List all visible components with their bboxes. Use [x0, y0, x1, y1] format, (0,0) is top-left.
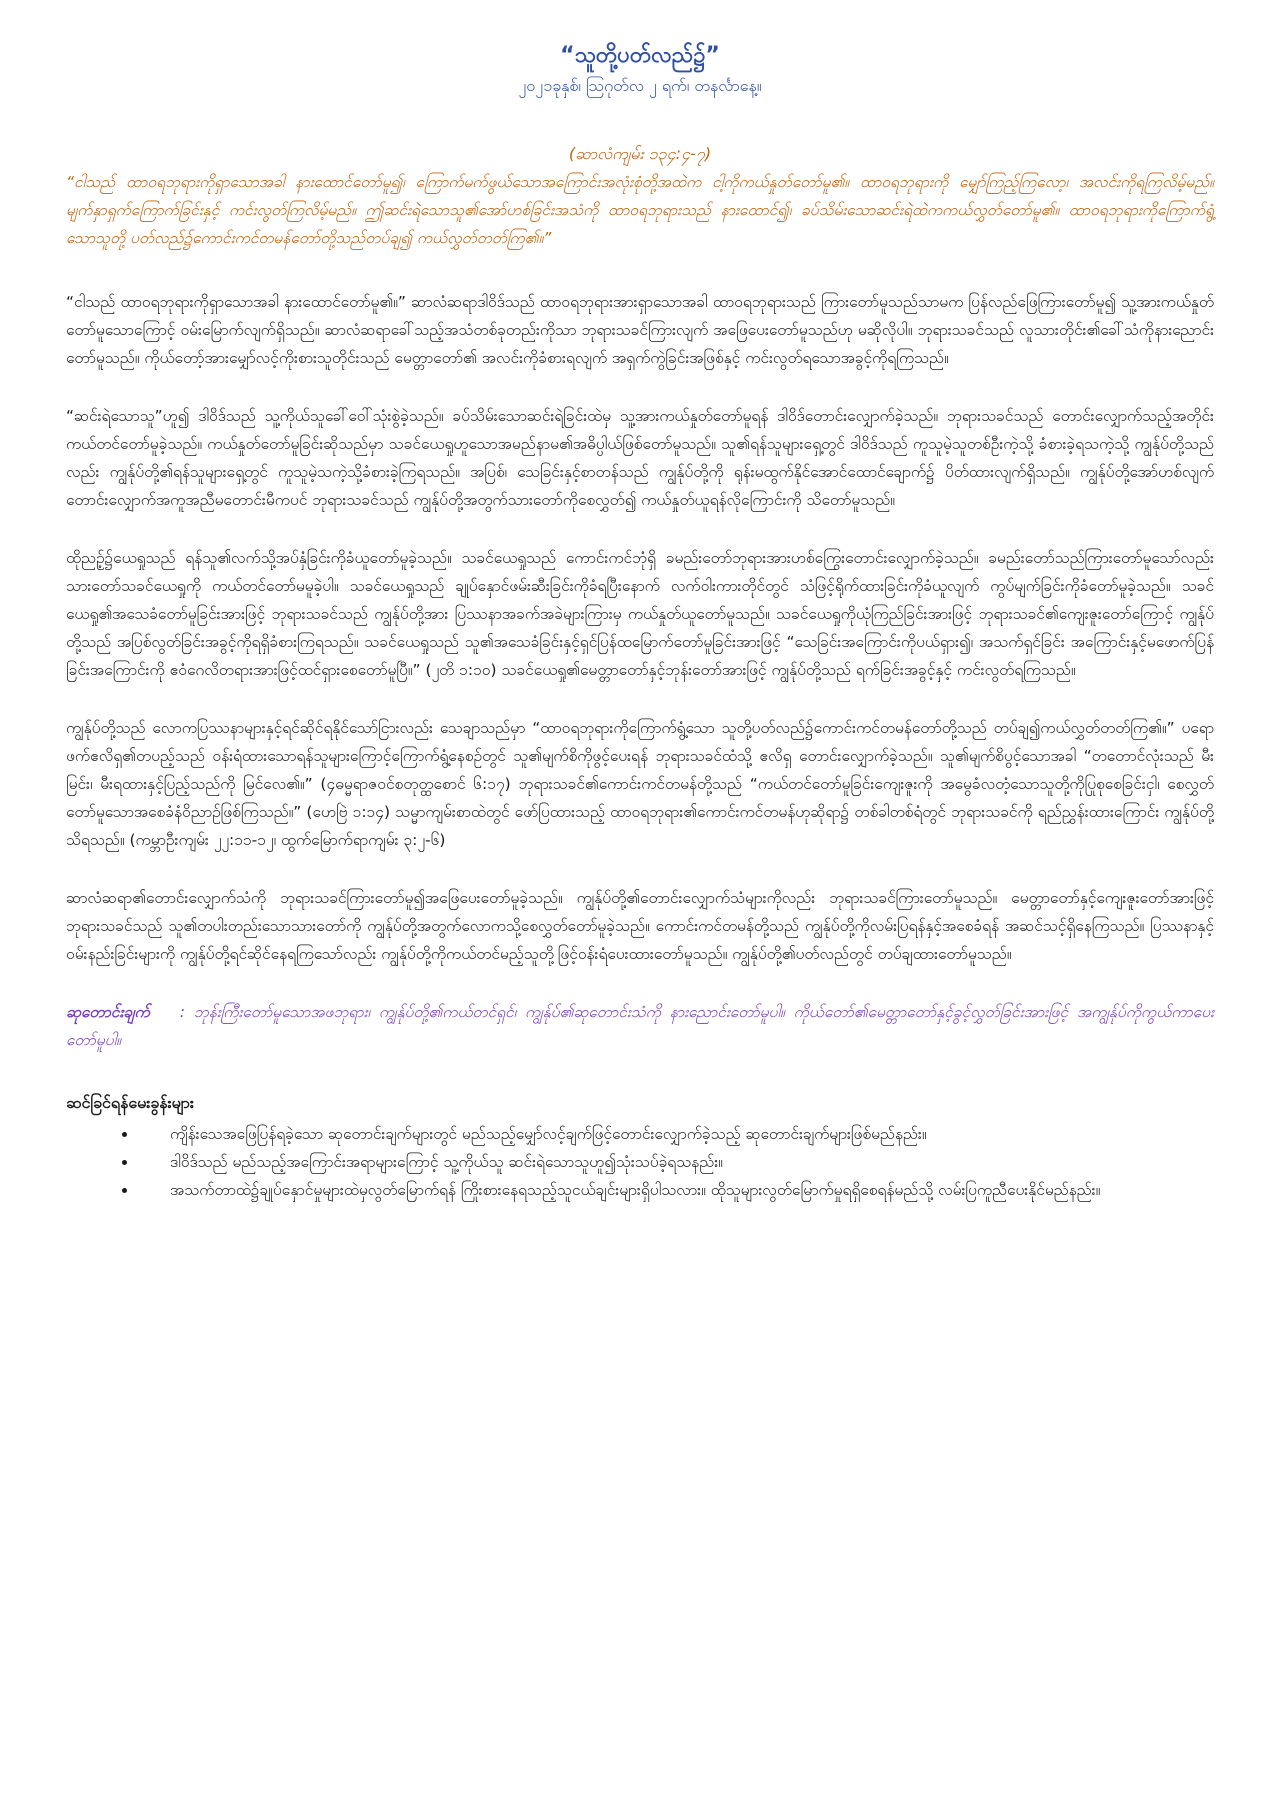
devotional-title: “သူတို့ပတ်လည်၌” [560, 43, 720, 68]
question-item: • ကျိန်းသေအဖြေပြန်ရခဲ့သော ဆုတောင်းချက်များတွင် မည်သည့်မျှော်လင့်ချက်ဖြင့်တောင်းလျှောက်ခဲ့သည့် ဆုတောင်းချက်များဖြစ်မည်နည်း။ [138, 1120, 1214, 1148]
prayer-text: : ဘုန်းကြီးတော်မူသောအဖဘုရား၊ ကျွန်ုပ်တို့၏ကယ်တင်ရှင်၊ ကျွန်ုပ်၏ဆုတောင်းသံကို နားညောင်းတော်မူပါ။ ကိုယ်တော်၏မေတ္တာတော်နှင့်ခွင့်လွှတ်ခြင်းအားဖြင့် အကျွန်ုပ်ကိုကွယ်ကာပေးတော်မူပါ။ [66, 1003, 1214, 1049]
body-paragraph: ထိုညဥ့်၌ယေရှုသည် ရန်သူ၏လက်သို့အပ်နှံခြင်းကိုခံယူတော်မူခဲ့သည်။ သခင်ယေရှုသည် ကောင်းကင်ဘုံရှိ ခမည်းတော်ဘုရားအားဟစ်ကြွေးတောင်းလျှောက်ခဲ့သည်။ ခမည်းတော်သည်ကြားတော်မူသော်လည်း သားတော်သခင်ယေရှုကို ကယ်တင်တော်မမူခဲ့ပါ။ သခင်ယေရှုသည် ချုပ်နှောင်ဖမ်းဆီးခြင်းကိုခံရပြီးနောက် လက်ဝါးကားတိုင်တွင် သံဖြင့်ရိုက်ထားခြင်းကိုခံယူလျက် ကွပ်မျက်ခြင်းကိုခံတော်မူခဲ့သည်။ သခင်ယေရှု၏အသေခံတော်မူခြင်းအားဖြင့် ဘုရားသခင်သည် ကျွန်ုပ်တို့အား ပြဿနာအခက်အခဲများကြားမှ ကယ်နှုတ်ယူတော်မူသည်။ သခင်ယေရှုကိုယုံကြည်ခြင်းအားဖြင့် ဘုရားသခင်၏ကျေးဇူးတော်ကြောင့် ကျွန်ုပ်တို့သည် အပြစ်လွတ်ခြင်းအခွင့်ကိုရရှိခံစားကြရသည်။ သခင်ယေရှုသည် သူ၏အသေခံခြင်းနှင့်ရှင်ပြန်ထမြောက်တော်မူခြင်းအားဖြင့် “သေခြင်းအကြောင်းကိုပယ်ရှား၍၊ အသက်ရှင်ခြင်း အကြောင်းနှင့်မဖောက်ပြန်ခြင်းအကြောင်းကို ဧဝံဂေလိတရားအားဖြင့်ထင်ရှားစေတော်မူပြီ။” (၂တိ ၁:၁၀) သခင်ယေရှု၏မေတ္တာတော်နှင့်ဘုန်းတော်အားဖြင့် ကျွန်ုပ်တို့သည် ရက်ခြင်းအခွင့်နှင့် ကင်းလွတ်ရကြသည်။ [66, 549, 1214, 679]
scripture-reference: (ဆာလံကျမ်း ၁၃၄:၄-၇) [568, 144, 712, 163]
questions-list [66, 1120, 1214, 1204]
prayer-section [66, 998, 1214, 1054]
question-item: • ဒါဝိဒ်သည် မည်သည့်အကြောင်းအရာများကြောင့် သူ့ကိုယ်သူ ဆင်းရဲသောသူဟူ၍သုံးသပ်ခဲ့ရသနည်း။ [138, 1148, 1214, 1176]
devotional-date: ၂၀၂၁ခုနှစ်၊ ဩဂုတ်လ ၂ ရက်၊ တနင်္လာနေ့။ [518, 76, 762, 95]
body-paragraph: “ငါသည် ထာဝရဘုရားကိုရှာသောအခါ နားထောင်တော်မူ၏။” ဆာလံဆရာဒါဝိဒ်သည် ထာဝရဘုရားအားရှာသောအခါ ထာဝရဘုရားသည် ကြားတော်မူသည်သာမက ပြန်လည်ဖြေကြားတော်မူ၍ သူ့အားကယ်နှုတ်တော်မူသောကြောင့် ဝမ်းမြောက်လျက်ရှိသည်။ ဆာလံဆရာခေါ်သည့်အသံတစ်ခုတည်းကိုသာ ဘုရားသခင်ကြားလျက် အဖြေပေးတော်မူသည်ဟု မဆိုလိုပါ။ ဘုရားသခင်သည် လူသားတိုင်း၏ခေါ်သံကိုနားညောင်းတော်မူသည်။ ကိုယ်တော့်အားမျှော်လင့်ကိုးစားသူတိုင်းသည် မေတ္တာတော်၏ အလင်းကိုခံစားရလျက် အရှက်ကွဲခြင်းအဖြစ်နှင့် ကင်းလွတ်ရသောအခွင့်ကိုရကြသည်။ [66, 293, 1214, 367]
questions-heading: ဆင်ခြင်ရန်မေးခွန်းများ [66, 1093, 194, 1112]
body-paragraph: “ဆင်းရဲသောသူ”ဟူ၍ ဒါဝိဒ်သည် သူ့ကိုယ်သူခေါ်ဝေါ်သုံးစွဲခဲ့သည်။ ခပ်သိမ်းသောဆင်းရဲခြင်းထဲမှ သူ့အားကယ်နှုတ်တော်မူရန် ဒါဝိဒ်တောင်းလျှောက်ခဲ့သည်။ ဘုရားသခင်သည် တောင်းလျှောက်သည့်အတိုင်း ကယ်တင်တော်မူခဲ့သည်။ ကယ်နှုတ်တော်မူခြင်းဆိုသည်မှာ သခင်ယေရှုဟူသောအမည်နာမ၏အဓိပ္ပါယ်ဖြစ်တော်မူသည်။ သူ၏ရန်သူများရှေ့တွင် ဒါဝိဒ်သည် ကူသူမဲ့သူတစ်ဦးကဲ့သို့ ခံစားခဲ့ရသကဲ့သို့ ကျွန်ုပ်တို့သည်လည်း ကျွန်ုပ်တို့၏ရန်သူများရှေ့တွင် ကူသူမဲ့သကဲ့သို့ခံစားခဲ့ကြရသည်။ အပြစ်၊ သေခြင်းနှင့်စာတန်သည် ကျွန်ုပ်တို့ကို ရုန်းမထွက်နိုင်အောင်ထောင်ချောက်၌ ပိတ်ထားလျက်ရှိသည်။ ကျွန်ုပ်တို့အော်ဟစ်လျက် တောင်းလျှောက်အကူအညီမတောင်းမီကပင် ဘုရားသခင်သည် ကျွန်ုပ်တို့အတွက်သားတော်ကိုစေလွှတ်၍ ကယ်နှုတ်ယူရန်လိုကြောင်းကို သိတော်မူသည်။ [66, 407, 1214, 509]
question-item: • အသက်တာထဲ၌ချုပ်နှောင်မှုများထဲမှလွတ်မြောက်ရန် ကြိုးစားနေရသည့်သူငယ်ချင်းများရှိပါသလား။ ထိုသူများလွတ်မြောက်မှုရရှိစေရန်မည်သို့ လမ်းပြကူညီပေးနိုင်မည်နည်း။ [138, 1176, 1214, 1204]
body-paragraph: ကျွန်ုပ်တို့သည် လောကပြဿနာများနှင့်ရင်ဆိုင်ရနိုင်သော်ငြားလည်း သေချာသည်မှာ “ထာဝရဘုရားကိုကြောက်ရွံ့သော သူတို့ပတ်လည်၌ကောင်းကင်တမန်တော်တို့သည် တပ်ချ၍ကယ်လွှတ်တတ်ကြ၏။” ပရောဖက်ဧလိရှ၏တပည့်သည် ဝန်းရံထားသောရန်သူများကြောင့်ကြောက်ရွံ့နေစဉ်တွင် သူ၏မျက်စိကိုဖွင့်ပေးရန် ဘုရားသခင်ထံသို့ ဧလိရှ တောင်းလျှောက်ခဲ့သည်။ သူ၏မျက်စိပွင့်သောအခါ “တတောင်လုံးသည် မီးမြင်း၊ မီးရထားနှင့်ပြည့်သည်ကို မြင်လေ၏။” (၄ဓမ္မရာဇဝင်စတုတ္ထစောင် ၆:၁၇) ဘုရားသခင်၏ကောင်းကင်တမန်တို့သည် “ကယ်တင်တော်မူခြင်းကျေးဇူးကို အမွေခံလတံ့သောသူတို့ကိုပြုစုစေခြင်းငှါ၊ စေလွှတ်တော်မူသောအစေခံနံဝိညာဉ်ဖြစ်ကြသည်။” (ဟေဗြဲ ၁:၁၄) သမ္မာကျမ်းစာထဲတွင် ဖော်ပြထားသည့် ထာဝရဘုရား၏ကောင်းကင်တမန်ဟုဆိုရာ၌ တစ်ခါတစ်ရံတွင် ဘုရားသခင်ကို ရည်ညွှန်းထားကြောင်း ကျွန်ုပ်တို့သိရသည်။ (ကမ္ဘာဦးကျမ်း ၂၂:၁၁-၁၂၊ ထွက်မြောက်ရာကျမ်း ၃:၂-၆) [66, 719, 1214, 849]
scripture-quote: “ငါသည် ထာဝရဘုရားကိုရှာသောအခါ နားထောင်တော်မူ၍၊ ကြောက်မက်ဖွယ်သောအကြောင်းအလုံးစုံတို့အထဲက ငါ့ကိုကယ်နှုတ်တော်မူ၏။ ထာဝရဘုရားကို မျှော်ကြည့်ကြလော့၊ အလင်းကိုရကြလိမ့်မည်။ မျက်နှာရှက်ကြောက်ခြင်းနှင့် ကင်းလွတ်ကြလိမ့်မည်။ ဤဆင်းရဲသောသူ၏အော်ဟစ်ခြင်းအသံကို ထာဝရဘုရားသည် နားထောင်၍၊ ခပ်သိမ်းသောဆင်းရဲထဲကကယ်လွှတ်တော်မူ၏။ ထာဝရဘုရားကိုကြောက်ရွံ့သောသူတို့ ပတ်လည်၌ကောင်းကင်တမန်တော်တို့သည်တပ်ချ၍ ကယ်လွှတ်တတ်ကြ၏။” [66, 173, 1214, 247]
prayer-label: ဆုတောင်းချက် [66, 1003, 150, 1021]
body-paragraph: ဆာလံဆရာ၏တောင်းလျှောက်သံကို ဘုရားသခင်ကြားတော်မူ၍အဖြေပေးတော်မူခဲ့သည်။ ကျွန်ုပ်တို့၏တောင်းလျှောက်သံများကိုလည်း ဘုရားသခင်ကြားတော်မူသည်။ မေတ္တာတော်နှင့်ကျေးဇူးတော်အားဖြင့် ဘုရားသခင်သည် သူ၏တပါးတည်းသောသားတော်ကို ကျွန်ုပ်တို့အတွက်လောကသို့စေလွှတ်တော်မူခဲ့သည်။ ကောင်းကင်တမန်တို့သည် ကျွန်ုပ်တို့ကိုလမ်းပြရန်နှင့်အစေခံရန် အဆင်သင့်ရှိနေကြသည်။ ပြဿနာနှင့်ဝမ်းနည်းခြင်းများကို ကျွန်ုပ်တို့ရင်ဆိုင်နေရကြသော်လည်း ကျွန်ုပ်တို့ကိုကယ်တင်မည့်သူတို့ဖြင့်ဝန်းရံပေးထားတော်မူသည်။ ကျွန်ုပ်တို့၏ပတ်လည်တွင် တပ်ချထားတော်မူသည်။ [66, 889, 1214, 963]
